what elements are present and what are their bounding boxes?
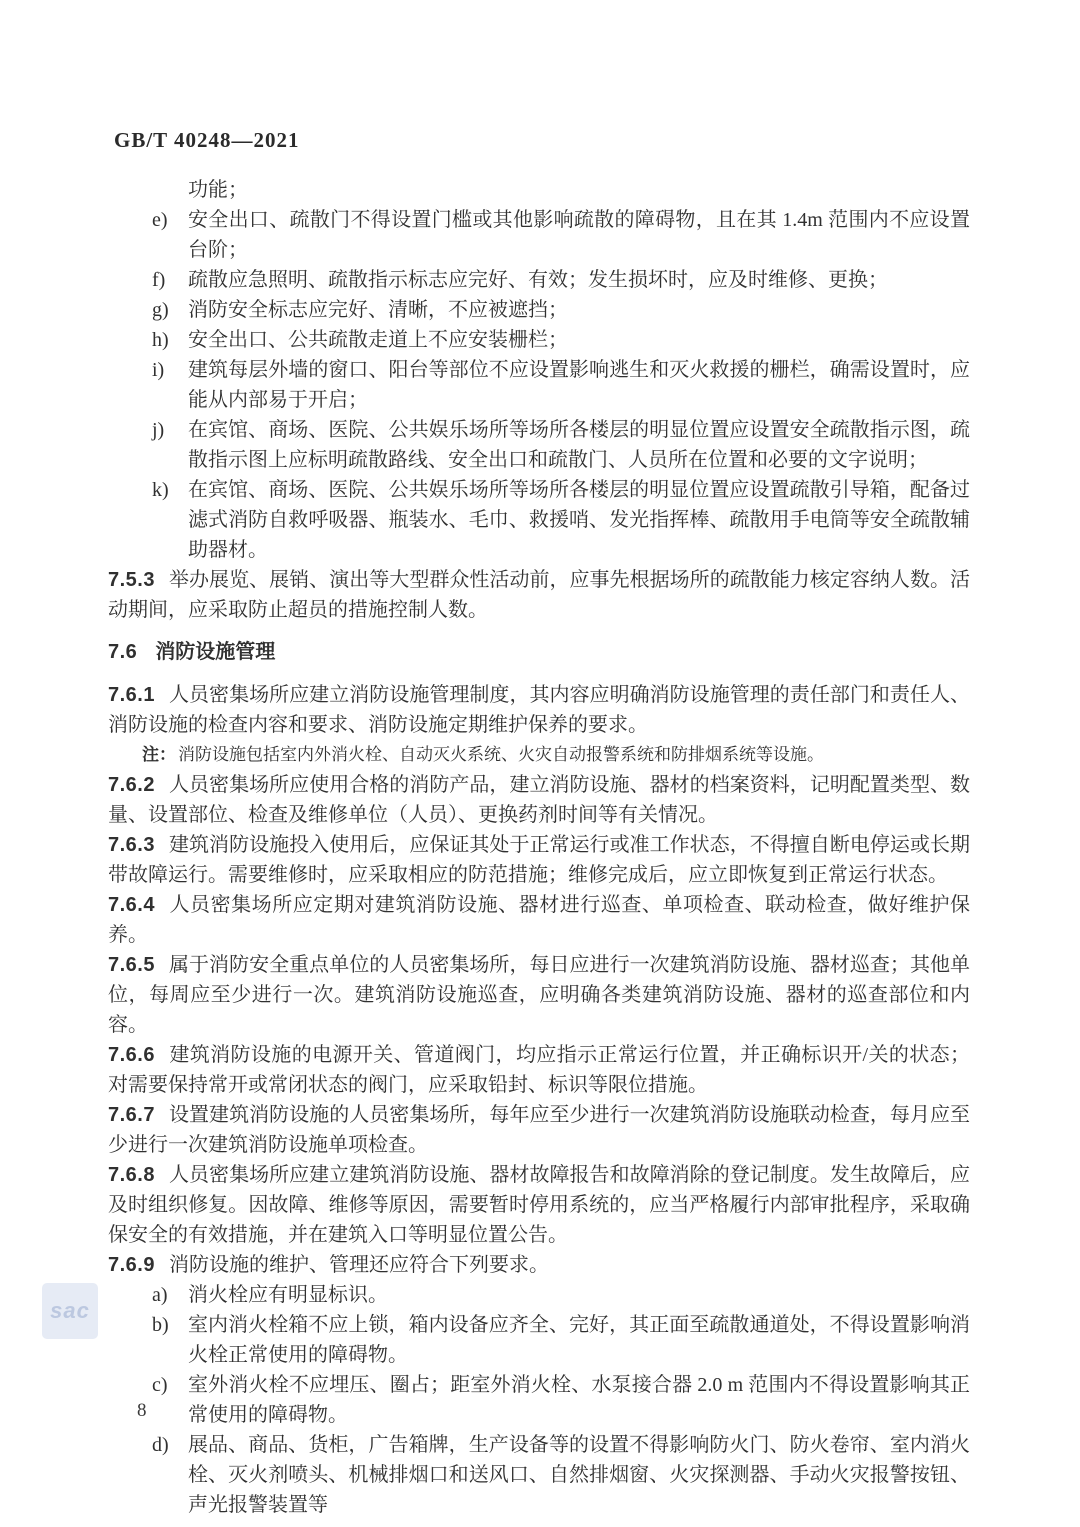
clause-text: 设置建筑消防设施的人员密集场所，每年应至少进行一次建筑消防设施联动检查，每月应至少进行一次建筑消防设施单项检查。 xyxy=(108,1104,970,1156)
clause-7-6-8 xyxy=(108,1160,970,1250)
clause-number: 7.6.1 xyxy=(108,684,155,706)
list-item-e xyxy=(108,205,970,265)
list-text: 疏散应急照明、疏散指示标志应完好、有效；发生损坏时，应及时维修、更换； xyxy=(188,269,888,291)
list-text: 建筑每层外墙的窗口、阳台等部位不应设置影响逃生和灭火救援的栅栏，确需设置时，应能从内部易于开启； xyxy=(188,359,970,411)
list-text: 安全出口、疏散门不得设置门槛或其他影响疏散的障碍物，且在其 1.4m 范围内不应设置台阶； xyxy=(188,209,970,261)
clause-number: 7.6.4 xyxy=(108,894,155,916)
list-item-f xyxy=(108,265,970,295)
list-item-a xyxy=(108,1280,970,1310)
list-label: k) xyxy=(152,479,169,501)
page-number: 8 xyxy=(137,1400,147,1421)
clause-text: 属于消防安全重点单位的人员密集场所，每日应进行一次建筑消防设施、器材巡查；其他单位，每周应至少进行一次。建筑消防设施巡查，应明确各类建筑消防设施、器材的巡查部位和内容。 xyxy=(108,954,970,1036)
clause-number: 7.5.3 xyxy=(108,569,155,591)
list-label: j) xyxy=(152,419,165,441)
clause-7-6-5 xyxy=(108,950,970,1040)
list-item-d xyxy=(108,1430,970,1520)
clause-number: 7.6.6 xyxy=(108,1044,155,1066)
clause-7-6-1 xyxy=(108,680,970,740)
list-text: 在宾馆、商场、医院、公共娱乐场所等场所各楼层的明显位置应设置安全疏散指示图，疏散指示图上应标明疏散路线、安全出口和疏散门、人员所在位置和必要的文字说明； xyxy=(188,419,970,471)
paragraph-continuation: 功能； xyxy=(188,179,248,201)
note xyxy=(108,740,970,770)
list-label: c) xyxy=(152,1374,168,1396)
list-label: h) xyxy=(152,329,169,351)
list-label: a) xyxy=(152,1284,168,1306)
list-label: d) xyxy=(152,1434,169,1456)
list-text: 展品、商品、货柜，广告箱牌，生产设备等的设置不得影响防火门、防火卷帘、室内消火栓、灭火剂喷头、机械排烟口和送风口、自然排烟窗、火灾探测器、手动火灾报警按钮、声光报警装置等 xyxy=(188,1434,970,1516)
sac-watermark-logo: sac xyxy=(42,1283,98,1339)
section-heading-7-6 xyxy=(108,637,970,667)
list-text: 室内消火栓箱不应上锁，箱内设备应齐全、完好，其正面至疏散通道处，不得设置影响消火栓正常使用的障碍物。 xyxy=(188,1314,970,1366)
list-text: 在宾馆、商场、医院、公共娱乐场所等场所各楼层的明显位置应设置疏散引导箱，配备过滤式消防自救呼吸器、瓶装水、毛巾、救援哨、发光指挥棒、疏散用手电筒等安全疏散辅助器材。 xyxy=(188,479,970,561)
clause-text: 举办展览、展销、演出等大型群众性活动前，应事先根据场所的疏散能力核定容纳人数。活动期间，应采取防止超员的措施控制人数。 xyxy=(108,569,970,621)
clause-text: 建筑消防设施投入使用后，应保证其处于正常运行或准工作状态，不得擅自断电停运或长期带故障运行。需要维修时，应采取相应的防范措施；维修完成后，应立即恢复到正常运行状态。 xyxy=(108,834,970,886)
list-text: 消防安全标志应完好、清晰，不应被遮挡； xyxy=(188,299,568,321)
list-item-k xyxy=(108,475,970,565)
list-item-i xyxy=(108,355,970,415)
standard-number-header: GB/T 40248—2021 xyxy=(114,128,300,152)
clause-number: 7.6.2 xyxy=(108,774,155,796)
clause-7-6-4 xyxy=(108,890,970,950)
section-title: 消防设施管理 xyxy=(155,641,276,663)
clause-7-6-7 xyxy=(108,1100,970,1160)
list-item-c xyxy=(108,1370,970,1430)
section-number: 7.6 xyxy=(108,641,138,663)
note-text: 消防设施包括室内外消火栓、自动灭火系统、火灾自动报警系统和防排烟系统等设施。 xyxy=(178,745,824,764)
clause-7-6-6 xyxy=(108,1040,970,1100)
list-label: e) xyxy=(152,209,168,231)
list-item-g xyxy=(108,295,970,325)
list-item-h xyxy=(108,325,970,355)
clause-text: 建筑消防设施的电源开关、管道阀门，均应指示正常运行位置，并正确标识开/关的状态；对需要保持常开或常闭状态的阀门，应采取铅封、标识等限位措施。 xyxy=(108,1044,970,1096)
clause-text: 人员密集场所应建立消防设施管理制度，其内容应明确消防设施管理的责任部门和责任人、消防设施的检查内容和要求、消防设施定期维护保养的要求。 xyxy=(108,684,970,736)
list-label: b) xyxy=(152,1314,169,1336)
clause-7-6-2 xyxy=(108,770,970,830)
list-text: 安全出口、公共疏散走道上不应安装栅栏； xyxy=(188,329,568,351)
clause-number: 7.6.5 xyxy=(108,954,155,976)
note-label: 注： xyxy=(142,745,176,764)
list-text: 室外消火栓不应埋压、圈占；距室外消火栓、水泵接合器 2.0 m 范围内不得设置影响其正常使用的障碍物。 xyxy=(188,1374,970,1426)
clause-7-6-9 xyxy=(108,1250,970,1280)
clause-text: 人员密集场所应定期对建筑消防设施、器材进行巡查、单项检查、联动检查，做好维护保养。 xyxy=(108,894,970,946)
clause-number: 7.6.9 xyxy=(108,1254,155,1276)
clause-number: 7.6.3 xyxy=(108,834,155,856)
clause-text: 消防设施的维护、管理还应符合下列要求。 xyxy=(168,1254,549,1276)
list-label: f) xyxy=(152,269,166,291)
clause-number: 7.6.8 xyxy=(108,1164,155,1186)
clause-7-6-3 xyxy=(108,830,970,890)
clause-7-5-3 xyxy=(108,565,970,625)
clause-text: 人员密集场所应使用合格的消防产品，建立消防设施、器材的档案资料，记明配置类型、数量、设置部位、检查及维修单位（人员）、更换药剂时间等有关情况。 xyxy=(108,774,970,826)
list-label: g) xyxy=(152,299,169,321)
list-text: 消火栓应有明显标识。 xyxy=(188,1284,388,1306)
clause-number: 7.6.7 xyxy=(108,1104,155,1126)
clause-text: 人员密集场所应建立建筑消防设施、器材故障报告和故障消除的登记制度。发生故障后，应及时组织修复。因故障、维修等原因，需要暂时停用系统的，应当严格履行内部审批程序，采取确保安全的有效措施，并在建筑入口等明显位置公告。 xyxy=(108,1164,970,1246)
list-label: i) xyxy=(152,359,165,381)
document-body xyxy=(108,175,970,1520)
list-item-j xyxy=(108,415,970,475)
list-item-b xyxy=(108,1310,970,1370)
